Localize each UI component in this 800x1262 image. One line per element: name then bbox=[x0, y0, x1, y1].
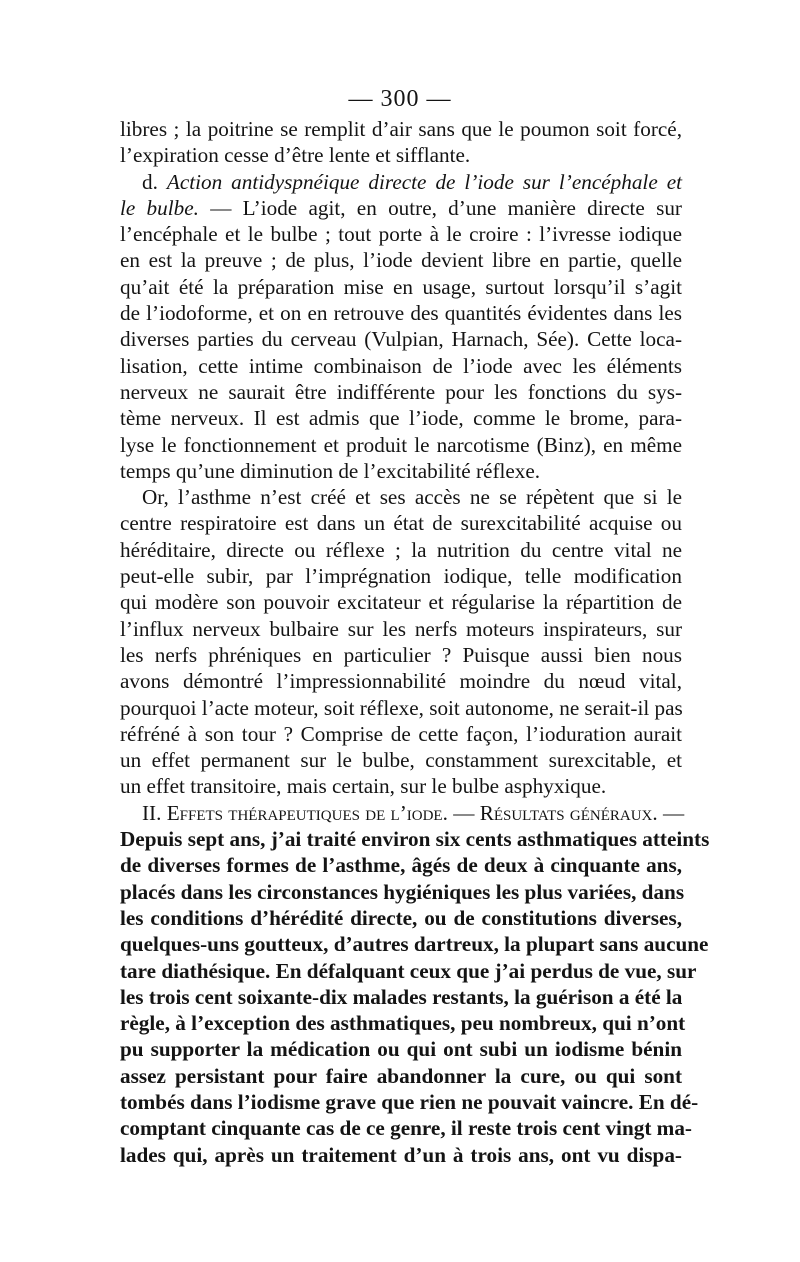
paragraph-2 bbox=[120, 169, 682, 485]
text-line: les trois cent soixante-dix malades restants, la guérison a été la bbox=[120, 984, 683, 1009]
text-line: pourquoi l’acte moteur, soit réflexe, soit autonome, ne serait-il pas bbox=[120, 695, 683, 720]
section-title: Action antidyspnéique directe de l’iode sur l’encéphale et bbox=[166, 169, 682, 194]
text-line: de l’iodoforme, et on en retrouve des quantités évidentes dans les bbox=[120, 301, 682, 326]
text-line: lades qui, après un traitement d’un à trois ans, ont vu dispa- bbox=[120, 1142, 682, 1167]
section-heading-subtitle: Résultats généraux. bbox=[479, 800, 658, 825]
section-text-start: — L’iode agit, en outre, d’une manière directe sur bbox=[198, 195, 682, 220]
text-line: Or, l’asthme n’est créé et ses accès ne se répètent que si le bbox=[142, 485, 682, 510]
text-line: temps qu’une diminution de l’excitabilité réflexe. bbox=[120, 458, 541, 483]
text-line: tombés dans l’iodisme grave que rien ne pouvait vaincre. En dé- bbox=[120, 1089, 699, 1114]
text-line: l’expiration cesse d’être lente et sifflante. bbox=[120, 143, 471, 168]
text-line: l’encéphale et le bulbe ; tout porte à le croire : l’ivresse iodique bbox=[120, 222, 682, 247]
text-line: nerveux ne saurait être indifférente pour les fonctions du sys- bbox=[120, 379, 682, 404]
text-line: lyse le fonctionnement et produit le narcotisme (Binz), en même bbox=[120, 432, 682, 457]
section-heading-title: Effets thérapeutiques de l’iode. bbox=[166, 800, 448, 825]
text-line: tare diathésique. En défalquant ceux que j’ai perdus de vue, sur bbox=[120, 958, 697, 983]
text-line: héréditaire, directe ou réflexe ; la nutrition du centre vital ne bbox=[120, 537, 682, 562]
text-line: l’influx nerveux bulbaire sur les nerfs moteurs inspirateurs, sur bbox=[120, 616, 682, 641]
section-title-line bbox=[120, 169, 682, 195]
text-line: avons démontré l’impressionnabilité moindre du nœud vital, bbox=[120, 669, 682, 694]
text-line: diverses parties du cerveau (Vulpian, Harnach, Sée). Cette loca- bbox=[120, 327, 682, 352]
text-line: centre respiratoire est dans un état de surexcitabilité acquise ou bbox=[120, 511, 682, 536]
text-line: un effet transitoire, mais certain, sur le bulbe asphyxique. bbox=[120, 774, 607, 799]
text-line: peut-elle subir, par l’imprégnation iodique, telle modification bbox=[120, 564, 682, 589]
text-line: libres ; la poitrine se remplit d’air sans que le poumon soit forcé, bbox=[120, 117, 682, 141]
text-line: pu supporter la médication ou qui ont subi un iodisme bénin bbox=[120, 1037, 682, 1062]
text-line: règle, à l’exception des asthmatiques, peu nombreux, qui n’ont bbox=[120, 1011, 686, 1036]
body-text bbox=[120, 116, 710, 1168]
section-label: d. bbox=[142, 169, 158, 194]
text-line: tème nerveux. Il est admis que l’iode, comme le brome, para- bbox=[120, 406, 682, 431]
text-line bbox=[120, 195, 682, 221]
text-line: réfréné à son tour ? Comprise de cette façon, l’ioduration aurait bbox=[120, 721, 682, 746]
paragraph-1 bbox=[120, 116, 682, 169]
text-line: placés dans les circonstances hygiéniques les plus variées, dans bbox=[120, 879, 685, 904]
text-line: un effet permanent sur le bulbe, constamment surexcitable, et bbox=[120, 748, 682, 773]
section-title-end: le bulbe. bbox=[120, 195, 199, 220]
text-line: qui modère son pouvoir excitateur et régularise la répartition de bbox=[120, 590, 682, 615]
paragraph-4 bbox=[120, 800, 710, 1168]
text-line: comptant cinquante cas de ce genre, il reste trois cent vingt ma- bbox=[120, 1116, 692, 1141]
text-line: les conditions d’hérédité directe, ou de constitutions diverses, bbox=[120, 905, 682, 930]
page-number: — 300 — bbox=[348, 86, 452, 112]
text-line: assez persistant pour faire abandonner la cure, ou qui sont bbox=[120, 1063, 682, 1088]
text-line: quelques-uns goutteux, d’autres dartreux, la plupart sans aucune bbox=[120, 932, 709, 957]
text-line: les nerfs phréniques en particulier ? Puisque aussi bien nous bbox=[120, 642, 682, 667]
text-line: Depuis sept ans, j’ai traité environ six cents asthmatiques atteints bbox=[120, 827, 710, 852]
section-heading: II. Effets thérapeutiques de l’iode. — Résultats généraux. — bbox=[142, 800, 685, 825]
text-line: de diverses formes de l’asthme, âgés de deux à cinquante ans, bbox=[120, 853, 682, 878]
paragraph-3 bbox=[120, 484, 682, 800]
section-heading-number: II. bbox=[142, 800, 162, 825]
text-line: lisation, cette intime combinaison de l’iode avec les éléments bbox=[120, 353, 682, 378]
text-line: qu’ait été la préparation mise en usage, surtout lorsqu’il s’agit bbox=[120, 274, 682, 299]
text-line: en est la preuve ; de plus, l’iode devient libre en partie, quelle bbox=[120, 248, 682, 273]
